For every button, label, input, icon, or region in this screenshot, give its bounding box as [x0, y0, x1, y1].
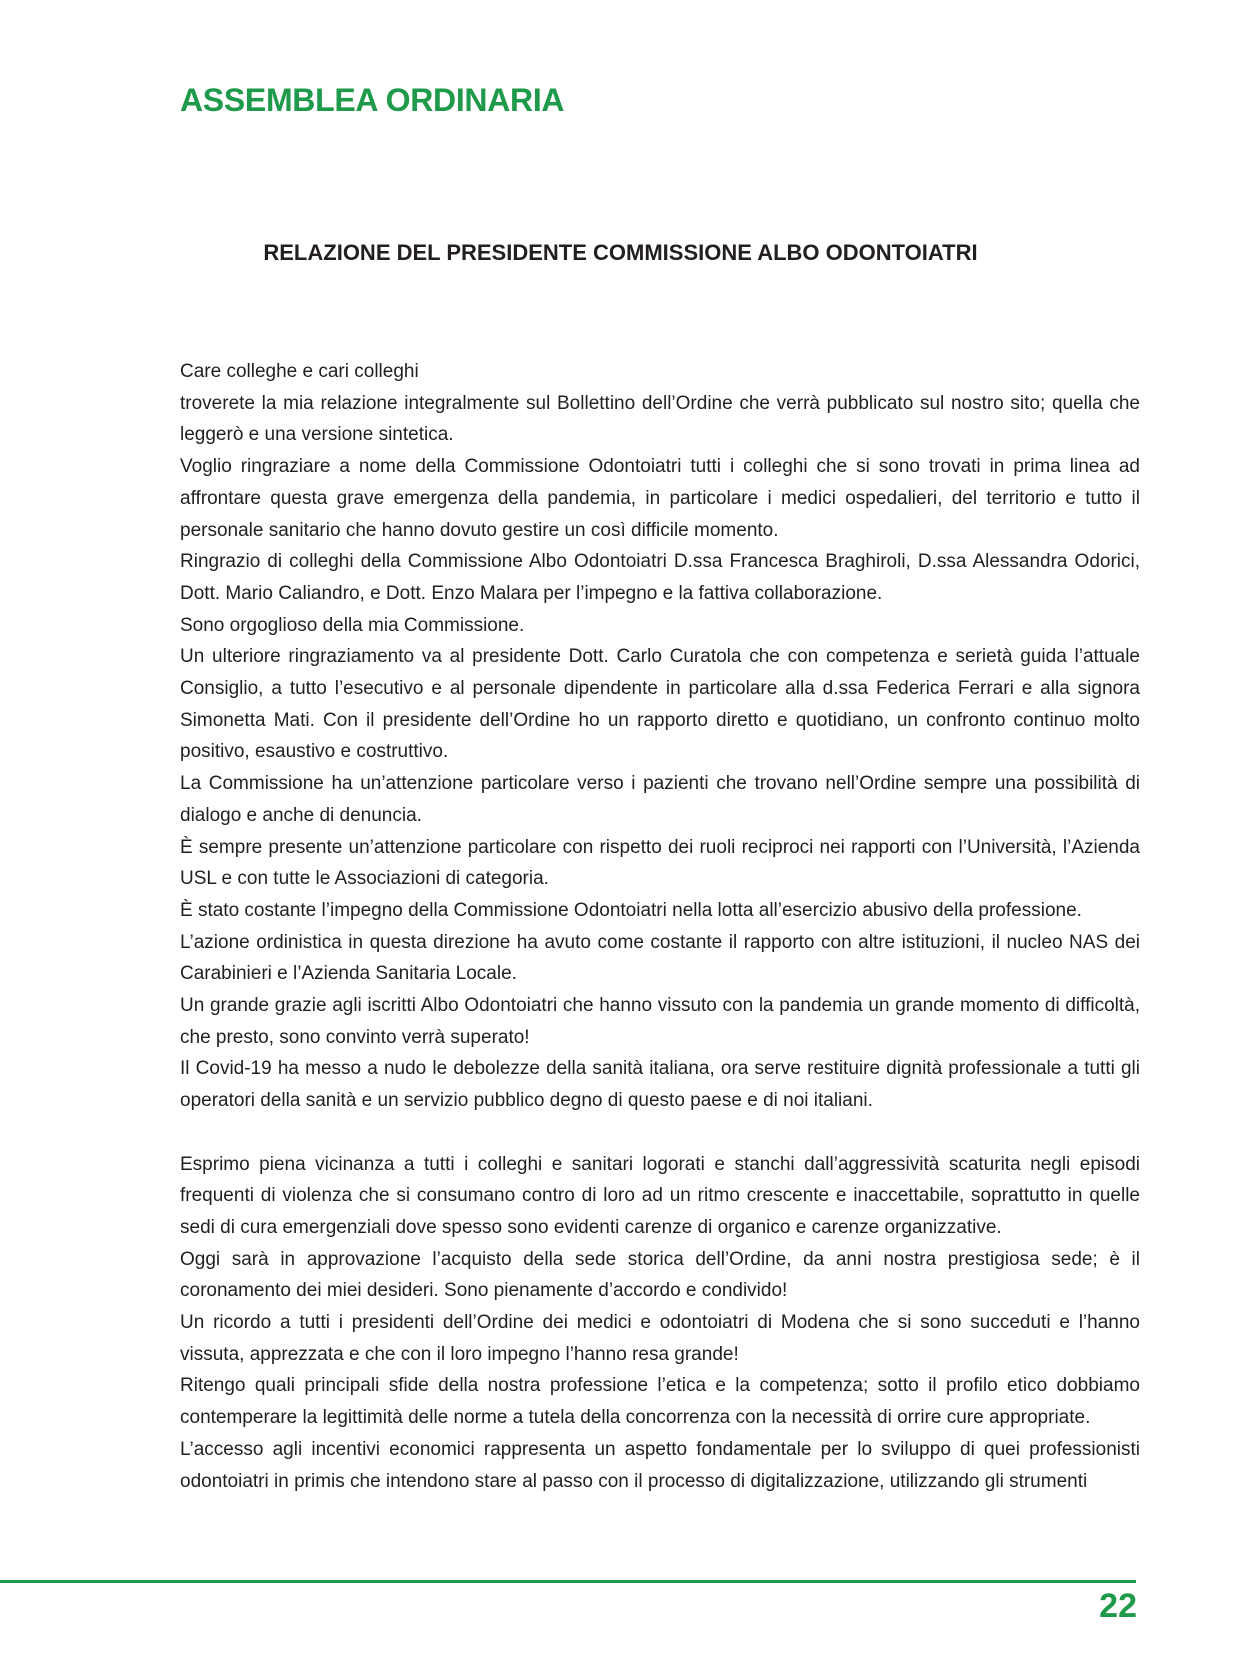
- section-title: ASSEMBLEA ORDINARIA: [180, 82, 565, 118]
- paragraph: Care colleghe e cari colleghi: [180, 361, 419, 382]
- paragraph: Sono orgoglioso della mia Commissione.: [180, 614, 525, 636]
- paragraph: È stato costante l’impegno della Commissione Odontoiatri nella lotta all’esercizio abusivo della professione.: [180, 899, 1082, 921]
- report-title: RELAZIONE DEL PRESIDENTE COMMISSIONE ALBO ODONTOIATRI: [263, 240, 978, 265]
- paragraph: troverete la mia relazione integralmente sul Bollettino dell’Ordine che verrà pubblicato sul nostro sito; quella che leggerò e una versione sintetica.: [180, 392, 1140, 446]
- footer-divider: [0, 1580, 1136, 1583]
- paragraph: Voglio ringraziare a nome della Commissione Odontoiatri tutti i colleghi che si sono trovati in prima linea ad affrontare questa grave emergenza della pandemia, in particolare i medici ospedalieri, del territorio e tutto il personale sanitario che hanno dovuto gestire un così difficile momento.: [180, 456, 1140, 541]
- paragraph: Esprimo piena vicinanza a tutti i colleghi e sanitari logorati e stanchi dall’aggressività scaturita negli episodi frequenti di violenza che si consumano contro di loro ad un ritmo crescente e inaccettabile, soprattutto in quelle sedi di cura emergenziali dove spesso sono evidenti carenze di organico e carenze organizzative.: [180, 1153, 1140, 1238]
- paragraph: L’azione ordinistica in questa direzione ha avuto come costante il rapporto con altre istituzioni, il nucleo NAS dei Carabinieri e l’Azienda Sanitaria Locale.: [180, 931, 1140, 985]
- paragraph: Ringrazio di colleghi della Commissione Albo Odontoiatri D.ssa Francesca Braghiroli, D.ssa Alessandra Odorici, Dott. Mario Caliandro, e Dott. Enzo Malara per l’impegno e la fattiva collaborazione.: [180, 551, 1140, 604]
- paragraph: La Commissione ha un’attenzione particolare verso i pazienti che trovano nell’Ordine sempre una possibilità di dialogo e anche di denuncia.: [180, 773, 1140, 826]
- paragraph: Un ricordo a tutti i presidenti dell’Ordine dei medici e odontoiatri di Modena che si sono succeduti e l’hanno vissuta, apprezzata e che con il loro impegno l’hanno resa grande!: [180, 1312, 1140, 1365]
- page-number: 22: [1099, 1587, 1137, 1625]
- paragraph: È sempre presente un’attenzione particolare con rispetto dei ruoli reciproci nei rapporti con l’Università, l’Azienda USL e con tutte le Associazioni di categoria.: [180, 836, 1140, 890]
- paragraph: Oggi sarà in approvazione l’acquisto della sede storica dell’Ordine, da anni nostra prestigiosa sede; è il coronamento dei miei desideri. Sono pienamente d’accordo e condivido!: [180, 1248, 1140, 1302]
- paragraph: L’accesso agli incentivi economici rappresenta un aspetto fondamentale per lo sviluppo di quei professionisti odontoiatri in primis che intendono stare al passo con il processo di digitalizzazione, utilizzando gli strumenti: [180, 1438, 1140, 1492]
- paragraph: Il Covid-19 ha messo a nudo le debolezze della sanità italiana, ora serve restituire dignità professionale a tutti gli operatori della sanità e un servizio pubblico degno di questo paese e di noi italiani.: [180, 1058, 1140, 1112]
- paragraph: Un ulteriore ringraziamento va al presidente Dott. Carlo Curatola che con competenza e serietà guida l’attuale Consiglio, a tutto l’esecutivo e al personale dipendente in particolare alla d.ssa Federica Ferrari e alla signora Simonetta Mati. Con il presidente dell’Ordine ho un rapporto diretto e quotidiano, un confronto continuo molto positivo, esaustivo e costruttivo.: [180, 646, 1140, 763]
- paragraph: Ritengo quali principali sfide della nostra professione l’etica e la competenza; sotto il profilo etico dobbiamo contemperare la legittimità delle norme a tutela della concorrenza con la necessità di orrire cure appropriate.: [180, 1375, 1140, 1429]
- paragraph: Un grande grazie agli iscritti Albo Odontoiatri che hanno vissuto con la pandemia un grande momento di difficoltà, che presto, sono convinto verrà superato!: [180, 995, 1140, 1048]
- report-body: [180, 356, 1140, 1497]
